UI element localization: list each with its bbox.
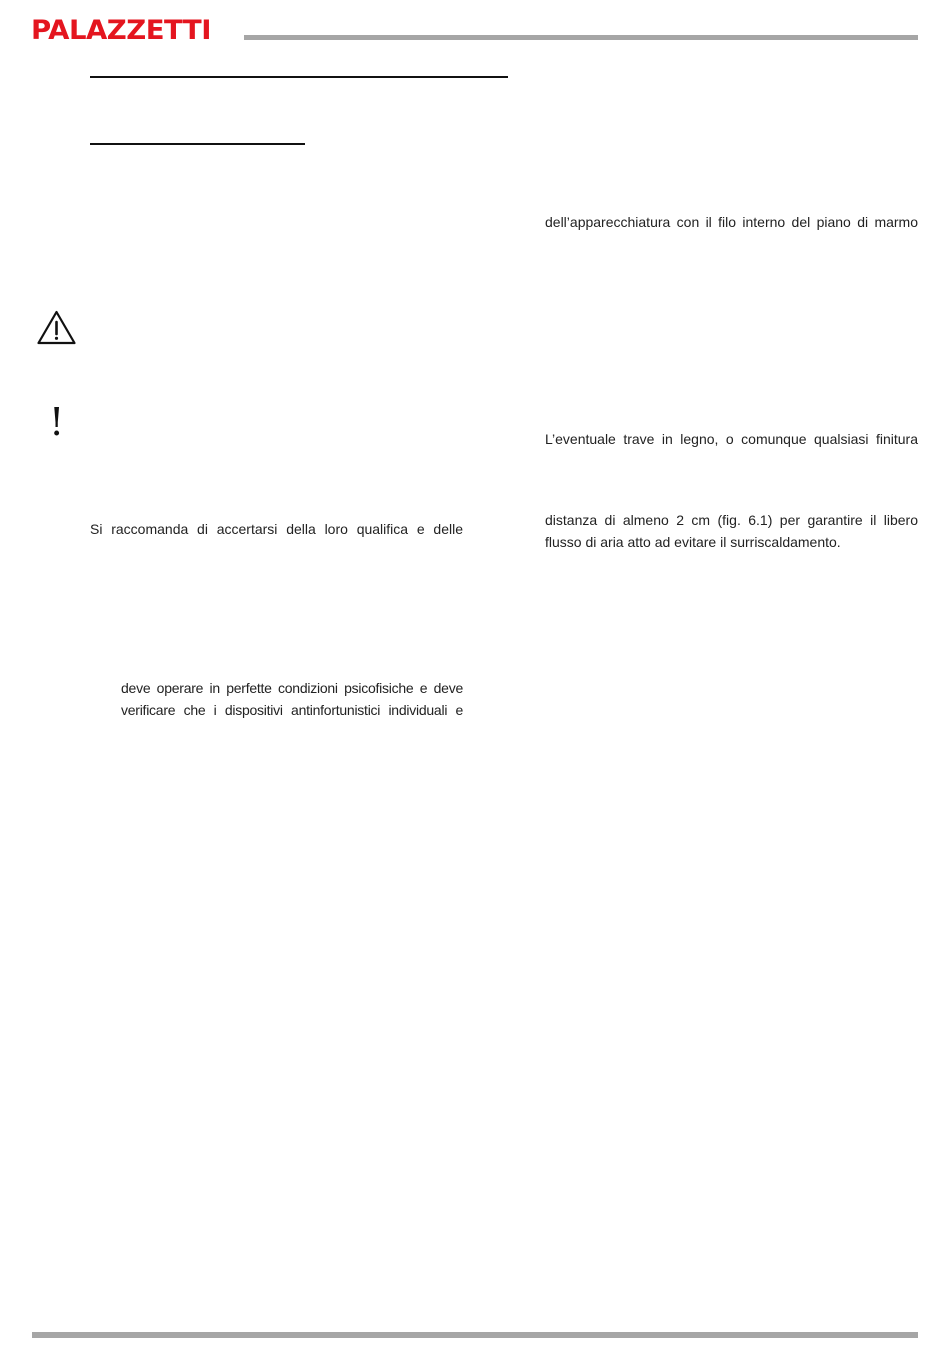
left-text-line: verificare che i dispositivi antinfortunistici individuali e: [121, 702, 463, 718]
exclamation-icon: !: [49, 400, 65, 444]
left-text-line: deve operare in perfette condizioni psicofisiche e deve: [121, 680, 463, 696]
right-text-line: flusso di aria atto ad evitare il surriscaldamento.: [545, 534, 841, 550]
footer-rule: [32, 1332, 918, 1338]
subsection-heading-underline: [90, 143, 305, 145]
right-text-line: dell’apparecchiatura con il filo interno del piano di marmo: [545, 214, 918, 230]
right-text-line: distanza di almeno 2 cm (fig. 6.1) per garantire il libero: [545, 512, 918, 528]
left-text-line: Si raccomanda di accertarsi della loro qualifica e delle: [90, 521, 463, 537]
warning-triangle-icon: [36, 309, 77, 346]
brand-logo: PALAZZETTI: [31, 15, 211, 46]
section-heading-underline: [90, 76, 508, 78]
header-rule: [244, 35, 918, 40]
right-text-line: L’eventuale trave in legno, o comunque qualsiasi finitura: [545, 431, 918, 447]
